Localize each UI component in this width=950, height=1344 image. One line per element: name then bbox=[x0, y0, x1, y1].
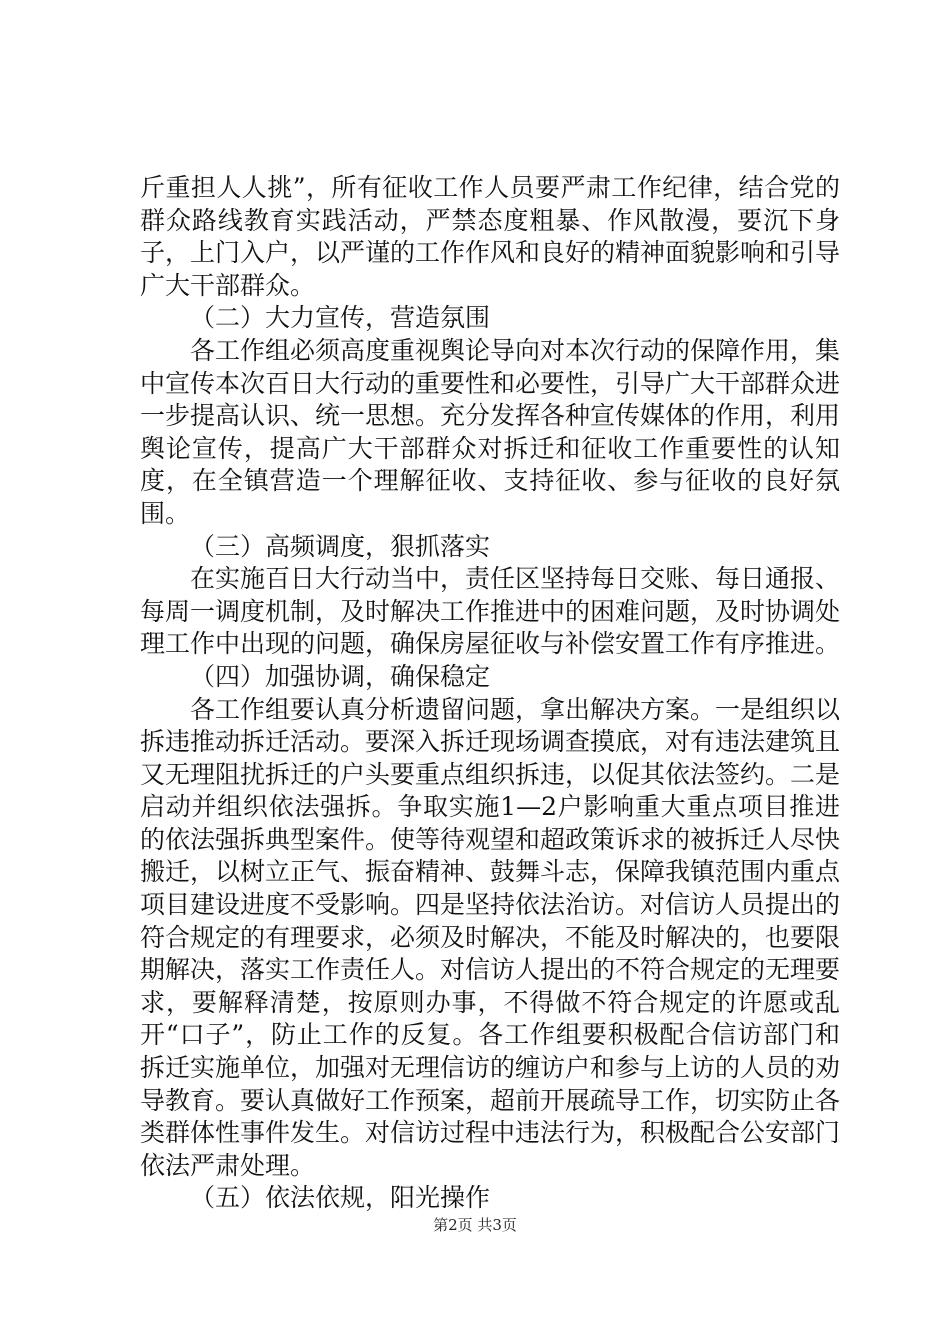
page-footer: 第2页 共3页 bbox=[433, 1216, 517, 1234]
body-paragraph: 斤重担人人挑”，所有征收工作人员要严肃工作纪律，结合党的群众路线教育实践活动，严禁态度粗暴、作风散漫，要沉下身子，上门入户，以严谨的工作作风和良好的精神面貌影响和引导广大干部群众。 bbox=[140, 173, 841, 300]
section-heading: （四）加强协调，确保稳定 bbox=[190, 661, 491, 691]
section-heading: （三）高频调度，狠抓落实 bbox=[190, 531, 491, 561]
body-paragraph: 各工作组必须高度重视舆论导向对本次行动的保障作用，集中宣传本次百日大行动的重要性和必要性，引导广大干部群众进一步提高认识、统一思想。充分发挥各种宣传媒体的作用，利用舆论宣传，提高广大干部群众对拆迁和征收工作重要性的认知度，在全镇营造一个理解征收、支持征收、参与征收的良好氛围。 bbox=[140, 335, 841, 528]
body-paragraph: 各工作组要认真分析遗留问题，拿出解决方案。一是组织以拆违推动拆迁活动。要深入拆迁现场调查摸底，对有违法建筑且又无理阻扰拆迁的户头要重点组织拆违，以促其依法签约。二是启动并组织依法强拆。争取实施1—2户影响重大重点项目推进的依法强拆典型案件。使等待观望和超政策诉求的被拆迁人尽快搬迁，以树立正气、振奋精神、鼓舞斗志，保障我镇范围内重点项目建设进度不受影响。四是坚持依法治访。对信访人员提出的符合规定的有理要求，必须及时解决，不能及时解决的，也要限期解决，落实工作责任人。对信访人提出的不符合规定的无理要求，要解释清楚，按原则办事，不得做不符合规定的许愿或乱开“口子”，防止工作的反复。各工作组要积极配合信访部门和拆迁实施单位，加强对无理信访的缠访户和参与上访的人员的劝导教育。要认真做好工作预案，超前开展疏导工作，切实防止各类群体性事件发生。对信访过程中违法行为，积极配合公安部门依法严肃处理。 bbox=[140, 694, 841, 1180]
section-heading: （二）大力宣传，营造氛围 bbox=[190, 303, 491, 333]
section-heading: （五）依法依规，阳光操作 bbox=[190, 1183, 491, 1213]
document-body bbox=[140, 172, 840, 1215]
body-paragraph: 在实施百日大行动当中，责任区坚持每日交账、每日通报、每周一调度机制，及时解决工作推进中的困难问题，及时协调处理工作中出现的问题，确保房屋征收与补偿安置工作有序推进。 bbox=[140, 564, 841, 659]
